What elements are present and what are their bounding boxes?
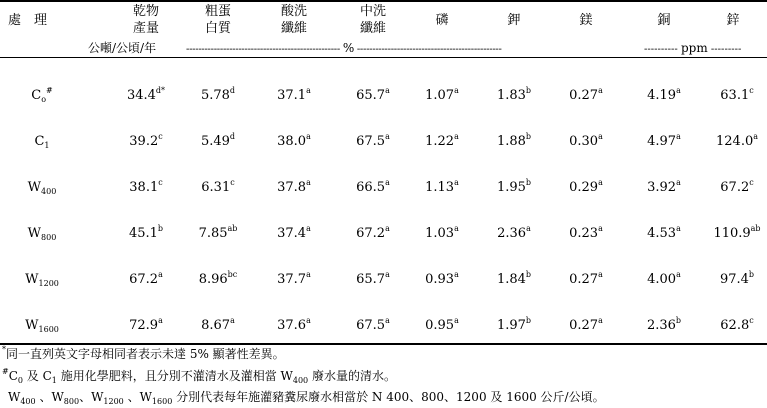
dry-matter-cell: 38.1$^c$	[129, 178, 163, 195]
copper-cell: 2.36$^b$	[646, 316, 682, 333]
adf-cell: 37.6$^a$	[277, 316, 311, 333]
copper-cell: 4.19$^a$	[647, 86, 681, 103]
copper-cell: 4.00$^a$	[647, 270, 681, 287]
header-ndf: 中洗 纖維	[359, 4, 387, 36]
footnote-wastewater: $W_{400}$ 、$W_{800}$、$W_{1200}$ 、$W_{1600}$ 分別代表每年施灌豬糞尿廢水相當於 N 400、800、1200 及 1600 公斤/公頃。	[8, 390, 605, 406]
adf-cell: 37.7$^a$	[277, 270, 311, 287]
dry-matter-cell: 45.1$^b$	[128, 224, 164, 241]
phosphorus-cell: 1.22$^a$	[425, 132, 459, 149]
ndf-cell: 67.2$^a$	[356, 224, 390, 241]
zinc-cell: 124.0$^a$	[716, 132, 758, 149]
header-phosphorus: 磷	[435, 13, 449, 28]
phosphorus-cell: 1.07$^a$	[425, 86, 459, 103]
phosphorus-cell: 1.03$^a$	[425, 224, 459, 241]
header-potassium: 鉀	[507, 13, 521, 28]
zinc-cell: 110.9$^{ab}$	[713, 224, 761, 241]
magnesium-cell: 0.23$^a$	[569, 224, 603, 241]
potassium-cell: 1.95$^b$	[496, 178, 532, 195]
ndf-cell: 66.5$^a$	[356, 178, 390, 195]
treatment-cell: $C_o^{\#}$	[31, 86, 53, 104]
zinc-cell: 62.8$^c$	[720, 316, 754, 333]
adf-cell: 37.4$^a$	[277, 224, 311, 241]
header-zinc: 鋅	[726, 13, 740, 28]
header-crude-protein: 粗蛋 白質	[204, 4, 232, 36]
potassium-cell: 1.83$^b$	[496, 86, 532, 103]
zinc-cell: 97.4$^b$	[719, 270, 755, 287]
crude-protein-cell: 5.78$^d$	[200, 86, 236, 103]
phosphorus-cell: 0.93$^a$	[425, 270, 459, 287]
potassium-cell: 1.84$^b$	[496, 270, 532, 287]
header-magnesium: 鎂	[579, 13, 593, 28]
header-rule	[0, 57, 767, 58]
magnesium-cell: 0.27$^a$	[569, 316, 603, 333]
dry-matter-cell: 39.2$^c$	[129, 132, 163, 149]
treatment-cell: $W_{800}$	[27, 226, 57, 242]
unit-ppm-row: ---------- ppm ---------	[644, 41, 742, 55]
dry-matter-cell: $34.4^{d*}$	[126, 86, 166, 103]
adf-cell: 37.8$^a$	[277, 178, 311, 195]
crude-protein-cell: 6.31$^c$	[201, 178, 235, 195]
treatment-cell: $C_1$	[34, 134, 50, 150]
crude-protein-cell: 5.49$^d$	[200, 132, 236, 149]
header-treatment: 處 理	[8, 13, 48, 28]
potassium-cell: 2.36$^a$	[497, 224, 531, 241]
magnesium-cell: 0.30$^a$	[569, 132, 603, 149]
crude-protein-cell: 8.67$^a$	[201, 316, 235, 333]
copper-cell: 4.97$^a$	[647, 132, 681, 149]
table-bottom-rule	[0, 343, 767, 345]
ndf-cell: 67.5$^a$	[356, 132, 390, 149]
phosphorus-cell: 0.95$^a$	[425, 316, 459, 333]
ndf-cell: 65.7$^a$	[356, 86, 390, 103]
zinc-cell: 67.2$^c$	[720, 178, 754, 195]
ndf-cell: 65.7$^a$	[356, 270, 390, 287]
treatment-cell: $W_{1200}$	[25, 272, 59, 288]
footnote-control: $^{\#}C_0$ 及 $C_1$ 施用化學肥料，且分別不灌清水及灌相當 $W_{400}$ 廢水量的清水。	[2, 367, 396, 385]
unit-yield: 公噸/公頃/年	[88, 41, 157, 55]
magnesium-cell: 0.29$^a$	[569, 178, 603, 195]
header-copper: 銅	[657, 13, 671, 28]
crude-protein-cell: 7.85$^{ab}$	[198, 224, 238, 241]
dry-matter-cell: 67.2$^a$	[129, 270, 163, 287]
potassium-cell: 1.97$^b$	[496, 316, 532, 333]
header-adf: 酸洗 纖維	[280, 4, 308, 36]
treatment-cell: $W_{1600}$	[25, 318, 59, 334]
potassium-cell: 1.88$^b$	[496, 132, 532, 149]
magnesium-cell: 0.27$^a$	[569, 270, 603, 287]
ndf-cell: 67.5$^a$	[356, 316, 390, 333]
magnesium-cell: 0.27$^a$	[569, 86, 603, 103]
crude-protein-cell: 8.96$^{bc}$	[198, 270, 238, 287]
footnote-significance: *同一直列英文字母相同者表示未達 5% 顯著性差異。	[2, 345, 285, 361]
dry-matter-cell: 72.9$^a$	[129, 316, 163, 333]
adf-cell: 38.0$^a$	[277, 132, 311, 149]
header-dry-matter: 乾物 產量	[132, 4, 160, 36]
unit-percent-row: -------------------------------------------------- % -----------------------------------------------	[186, 41, 502, 55]
treatment-cell: $W_{400}$	[27, 180, 57, 196]
adf-cell: 37.1$^a$	[277, 86, 311, 103]
copper-cell: 4.53$^a$	[647, 224, 681, 241]
phosphorus-cell: 1.13$^a$	[425, 178, 459, 195]
table-top-rule	[0, 0, 767, 2]
copper-cell: 3.92$^a$	[647, 178, 681, 195]
zinc-cell: 63.1$^c$	[720, 86, 754, 103]
